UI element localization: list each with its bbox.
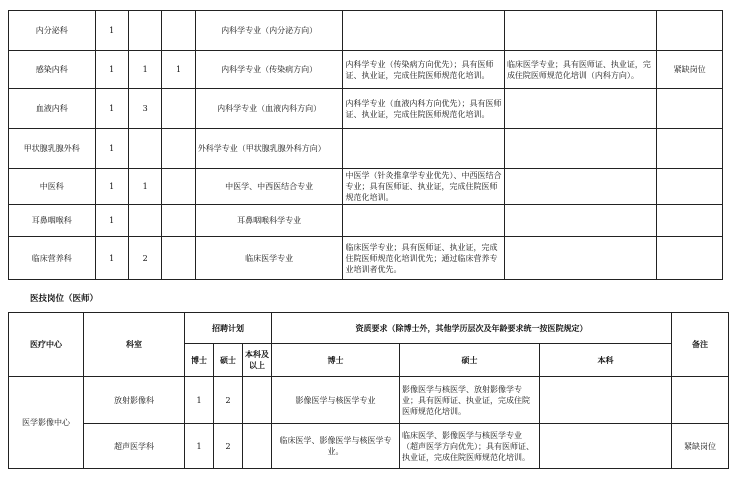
center-cell: 医学影像中心 [9,377,84,469]
bachelor-count [243,424,272,469]
master-count: 2 [128,237,161,280]
dept-cell: 临床营养科 [9,237,96,280]
bachelor-requirement [504,11,656,51]
bachelor-requirement [504,89,656,129]
phd-count: 1 [95,237,128,280]
master-count: 1 [128,51,161,89]
doctor-requirement: 内科学专业（血液内科方向） [195,89,343,129]
dept-cell: 超声医学科 [84,424,185,469]
table-row [9,129,723,169]
master-count: 2 [214,424,243,469]
table-row [9,169,723,205]
master-requirement: 内科学专业（血液内科方向优先）；具有医师证、执业证，完成住院医师规范化培训。 [343,89,504,129]
header-req-master: 硕士 [400,344,540,377]
bachelor-count [162,205,195,237]
note-cell [657,237,723,280]
table-row [9,205,723,237]
note-cell [657,11,723,51]
bachelor-requirement: 临床医学专业；具有医师证、执业证，完成住院医师规范化培训（内科方向）。 [504,51,656,89]
doctor-requirement: 中医学、中西医结合专业 [195,169,343,205]
bachelor-count [162,237,195,280]
note-cell [657,169,723,205]
master-count: 3 [128,89,161,129]
doctor-requirement: 内科学专业（内分泌方向） [195,11,343,51]
header-req-phd: 博士 [272,344,400,377]
note-cell [672,377,729,424]
bachelor-requirement [504,237,656,280]
bachelor-count: 1 [162,51,195,89]
phd-count: 1 [185,424,214,469]
header-phd: 博士 [185,344,214,377]
header-bachelor: 本科及以上 [243,344,272,377]
doctor-requirement: 耳鼻咽喉科学专业 [195,205,343,237]
header-dept: 科室 [84,313,185,377]
bachelor-count [162,129,195,169]
dept-cell: 内分泌科 [9,11,96,51]
master-count: 2 [214,377,243,424]
doctor-requirement: 临床医学、影像医学与核医学专业。 [272,424,400,469]
table-row [9,377,729,424]
bachelor-count [243,377,272,424]
bachelor-requirement [504,169,656,205]
note-cell [657,89,723,129]
header-master: 硕士 [214,344,243,377]
master-requirement [343,205,504,237]
phd-count: 1 [95,205,128,237]
doctor-requirement: 外科学专业（甲状腺乳腺外科方向） [195,129,343,169]
master-count [128,11,161,51]
table-row [9,11,723,51]
bachelor-requirement [504,129,656,169]
section-title: 医技岗位（医师） [30,294,99,304]
dept-cell: 血液内科 [9,89,96,129]
master-requirement [343,11,504,51]
note-cell [657,129,723,169]
table-row [9,424,729,469]
phd-count: 1 [95,129,128,169]
phd-count: 1 [95,169,128,205]
dept-cell: 感染内科 [9,51,96,89]
table-row [9,237,723,280]
master-count: 1 [128,169,161,205]
header-plan: 招聘计划 [185,313,272,344]
position-table-2 [8,312,729,469]
doctor-requirement: 内科学专业（传染病方向） [195,51,343,89]
master-requirement: 中医学（针灸推拿学专业优先）、中西医结合专业；具有医师证、执业证，完成住院医师规范化培训。 [343,169,504,205]
phd-count: 1 [95,51,128,89]
master-requirement: 临床医学、影像医学与核医学专业（超声医学方向优先）；具有医师证、执业证，完成住院医师规范化培训。 [400,424,540,469]
phd-count: 1 [185,377,214,424]
dept-cell: 放射影像科 [84,377,185,424]
doctor-requirement: 影像医学与核医学专业 [272,377,400,424]
bachelor-count [162,169,195,205]
dept-cell: 中医科 [9,169,96,205]
note-cell [657,205,723,237]
master-requirement: 内科学专业（传染病方向优先）；具有医师证、执业证，完成住院医师规范化培训。 [343,51,504,89]
header-center: 医疗中心 [9,313,84,377]
master-requirement: 影像医学与核医学、放射影像学专业；具有医师证、执业证，完成住院医师规范化培训。 [400,377,540,424]
master-requirement: 临床医学专业；具有医师证、执业证，完成住院医师规范化培训优先；通过临床营养专业培训者优先。 [343,237,504,280]
doctor-requirement: 临床医学专业 [195,237,343,280]
dept-cell: 耳鼻咽喉科 [9,205,96,237]
dept-cell: 甲状腺乳腺外科 [9,129,96,169]
header-requirements: 资质要求（除博士外，其他学历层次及年龄要求统一按医院规定） [272,313,672,344]
header-req-bachelor: 本科 [540,344,672,377]
master-count [128,129,161,169]
bachelor-requirement [540,377,672,424]
master-count [128,205,161,237]
table-row [9,89,723,129]
bachelor-requirement [504,205,656,237]
bachelor-count [162,89,195,129]
table-row [9,51,723,89]
phd-count: 1 [95,89,128,129]
master-requirement [343,129,504,169]
position-table-1 [8,10,723,280]
bachelor-requirement [540,424,672,469]
header-note: 备注 [672,313,729,377]
note-cell: 紧缺岗位 [657,51,723,89]
phd-count: 1 [95,11,128,51]
header-row [9,313,729,344]
note-cell: 紧缺岗位 [672,424,729,469]
bachelor-count [162,11,195,51]
